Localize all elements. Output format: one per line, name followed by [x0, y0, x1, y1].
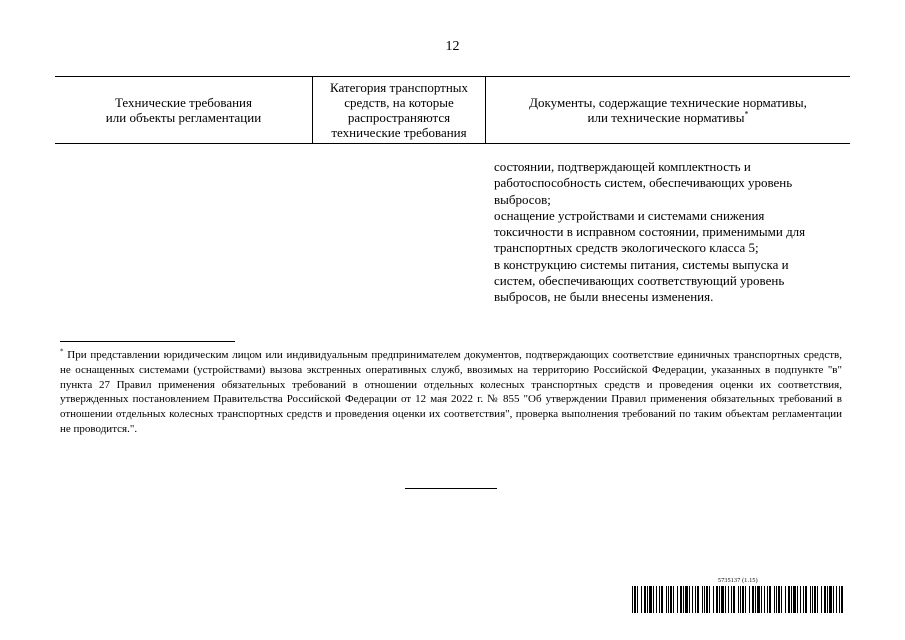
header-line: Документы, содержащие технические нормативы, [529, 95, 807, 110]
footnote [60, 348, 842, 437]
footnote-separator [60, 341, 235, 342]
barcode-code: 5735137 (1.15) [718, 578, 758, 584]
end-of-document-rule [405, 488, 497, 489]
text-line: работоспособность систем, обеспечивающих уровень [494, 175, 793, 191]
header-line: или объекты регламентации [105, 110, 262, 125]
footnote-reference: * [744, 109, 749, 119]
text-line: выбросов; [494, 191, 551, 207]
text-line: состоянии, подтверждающей комплектность и [494, 159, 751, 174]
table-header-vehicle-category [313, 77, 485, 143]
table-header-requirements [55, 77, 312, 143]
footnote-text: При представлении юридическим лицом или индивидуальным предпринимателем документов, подтверждающих соответствие единичных транспортных средств, не оснащенных системами (устройствами) вызова экстренных оперативных служб, ввозимых на территорию Российской Федерации, указанных в подпункте "в" пункта 27 Правил применения обязательных требований в отношении отдельных колесных транспортных средств и проведения оценки их соответствия, утвержденных постановлением Правительства Российской Федерации от 12 мая 2022 г. № 855 "Об утверждении Правил применения обязательных требований в отношении отдельных колесных транспортных средств и проведения оценки их соответствия", проверка выполнения требований по таким объектам регламентации не проводится.". [60, 349, 842, 435]
page-number: 12 [445, 39, 460, 54]
text-line: в конструкцию системы питания, системы выпуска и [494, 256, 789, 272]
header-line: распространяются [347, 110, 451, 125]
table-header-documents [486, 77, 850, 143]
header-line: средств, на которые [344, 95, 454, 110]
text-line: токсичности в исправном состоянии, применимыми для [494, 224, 806, 240]
text-line: транспортных средств экологического класса 5; [494, 240, 759, 256]
table-header-rule [55, 143, 850, 144]
text-line: систем, обеспечивающих соответствующий уровень [494, 273, 785, 289]
header-line-text: или технические нормативы [587, 110, 745, 125]
text-line: выбросов, не были внесены изменения. [494, 289, 714, 305]
header-line: технические требования [331, 125, 467, 140]
header-line: Категория транспортных [329, 80, 469, 95]
barcode-icon [632, 586, 844, 613]
header-line: Технические требования [114, 95, 252, 110]
header-line [588, 110, 749, 125]
text-line: оснащение устройствами и системами снижения [494, 207, 765, 223]
table-cell-documents [494, 159, 844, 306]
footnote-mark: * [60, 347, 64, 356]
